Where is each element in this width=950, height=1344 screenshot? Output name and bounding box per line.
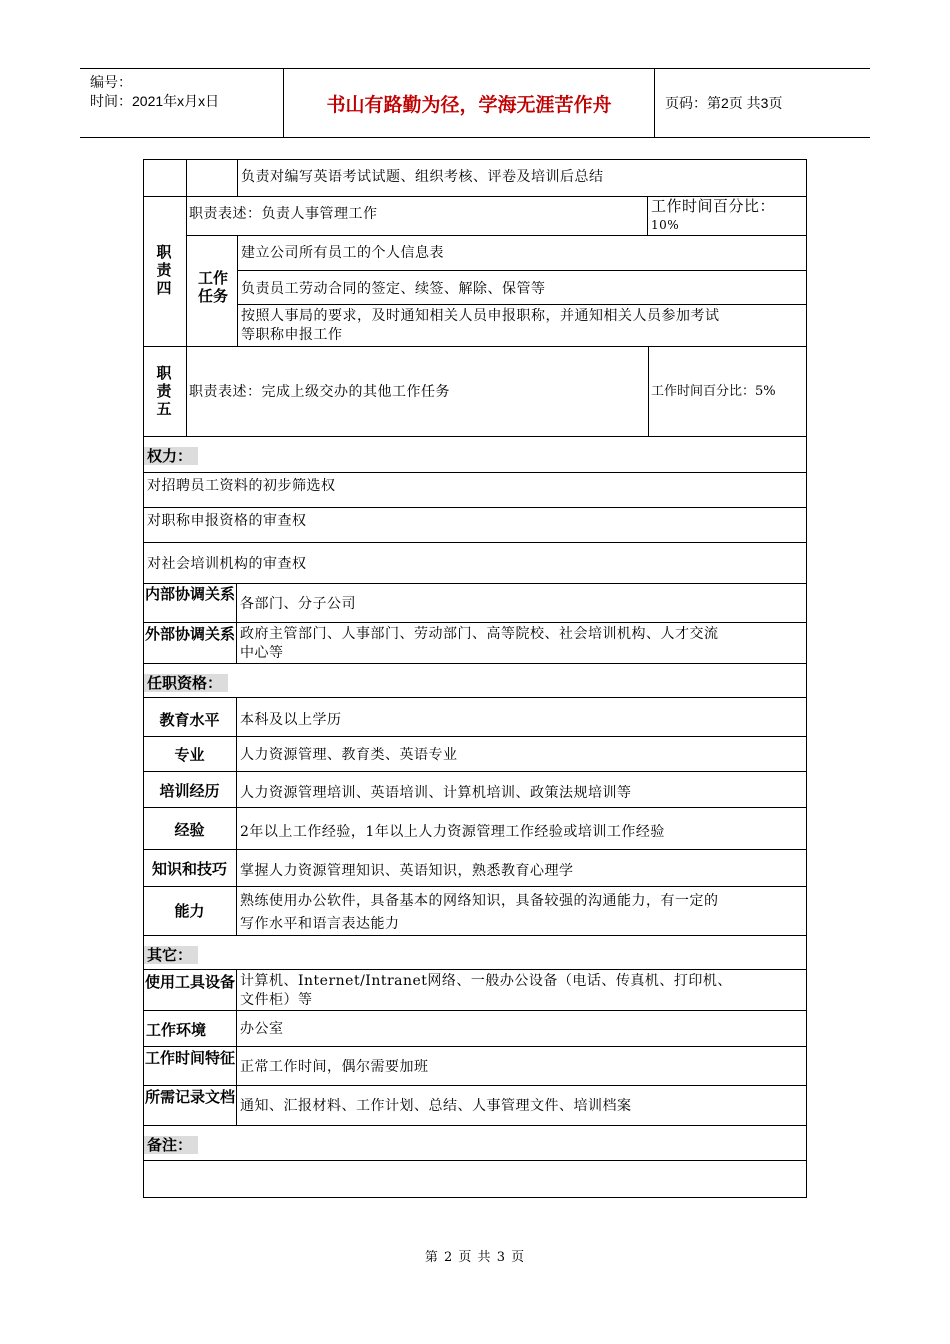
- major-label: 专业: [174, 746, 205, 764]
- authority-item: 对社会培训机构的审查权: [147, 556, 307, 572]
- tools-label: 使用工具设备: [145, 973, 236, 991]
- training-label: 培训经历: [159, 782, 220, 800]
- ability-value: 熟练使用办公软件，具备基本的网络知识，具备较强的沟通能力，有一定的: [240, 893, 719, 909]
- duty4-time-label: 工作时间百分比：: [651, 197, 776, 215]
- knowledge-value: 掌握人力资源管理知识、英语知识，熟悉教育心理学: [240, 863, 574, 879]
- work-time-value: 正常工作时间，偶尔需要加班: [240, 1059, 429, 1075]
- work-time-label: 工作时间特征: [145, 1049, 236, 1067]
- duty4-task-2: 负责员工劳动合同的签定、续签、解除、保管等: [241, 281, 546, 297]
- duty4-task-3-cont: 等职称申报工作: [241, 327, 343, 343]
- ability-value-cont: 写作水平和语言表达能力: [240, 916, 400, 932]
- remarks-title: 备注：: [144, 1136, 198, 1154]
- external-relations-value: 政府主管部门、人事部门、劳动部门、高等院校、社会培训机构、人才交流: [240, 626, 719, 642]
- doc-date: 时间：2021年x月x日: [90, 93, 220, 109]
- external-relations-label: 外部协调关系: [145, 625, 236, 643]
- duty4-label: 职责四: [156, 243, 172, 297]
- header-motto: 书山有路勤为径，学海无涯苦作舟: [283, 69, 655, 137]
- qualifications-title: 任职资格：: [144, 674, 228, 692]
- records-value: 通知、汇报材料、工作计划、总结、人事管理文件、培训档案: [240, 1098, 632, 1114]
- internal-relations-value: 各部门、分子公司: [240, 596, 356, 612]
- tools-value-cont: 文件柜）等: [240, 992, 313, 1008]
- doc-number: 编号：: [90, 74, 132, 90]
- records-label: 所需记录文档: [145, 1088, 236, 1106]
- authority-item: 对职称申报资格的审查权: [147, 513, 307, 529]
- internal-relations-label: 内部协调关系: [145, 585, 236, 603]
- job-description-table: [143, 159, 807, 1198]
- education-label: 教育水平: [159, 711, 220, 729]
- duty3-task: 负责对编写英语考试试题、组织考核、评卷及培训后总结: [241, 169, 604, 185]
- duty5-statement: 职责表述：完成上级交办的其他工作任务: [189, 384, 450, 400]
- tools-value: 计算机、Internet/Intranet网络、一般办公设备（电话、传真机、打印机、: [240, 973, 732, 989]
- environment-value: 办公室: [240, 1021, 284, 1037]
- environment-label: 工作环境: [146, 1021, 207, 1039]
- experience-value: 2年以上工作经验，1年以上人力资源管理工作经验或培训工作经验: [240, 824, 665, 840]
- duty4-statement: 职责表述：负责人事管理工作: [189, 206, 378, 222]
- duty4-task-1: 建立公司所有员工的个人信息表: [241, 245, 444, 261]
- header-meta: [80, 69, 283, 137]
- knowledge-label: 知识和技巧: [151, 860, 227, 878]
- duty5-time: 工作时间百分比：5%: [651, 384, 776, 399]
- header-page-number: 页码：第2页 共3页: [665, 95, 783, 111]
- major-value: 人力资源管理、教育类、英语专业: [240, 747, 458, 763]
- authority-item: 对招聘员工资料的初步筛选权: [147, 478, 336, 494]
- other-title: 其它：: [144, 946, 198, 964]
- duty5-label: 职责五: [156, 364, 172, 418]
- duty4-task-label: 工作任务: [197, 269, 228, 305]
- page-header: [80, 68, 870, 138]
- duty4-time-value: 10%: [651, 218, 680, 232]
- training-value: 人力资源管理培训、英语培训、计算机培训、政策法规培训等: [240, 785, 632, 801]
- experience-label: 经验: [174, 821, 205, 839]
- education-value: 本科及以上学历: [240, 712, 342, 728]
- duty4-task-3: 按照人事局的要求，及时通知相关人员申报职称，并通知相关人员参加考试: [241, 308, 720, 324]
- page-footer: 第 2 页 共 3 页: [424, 1250, 526, 1265]
- external-relations-value-cont: 中心等: [240, 645, 284, 661]
- ability-label: 能力: [174, 902, 205, 920]
- authority-title: 权力：: [144, 447, 198, 465]
